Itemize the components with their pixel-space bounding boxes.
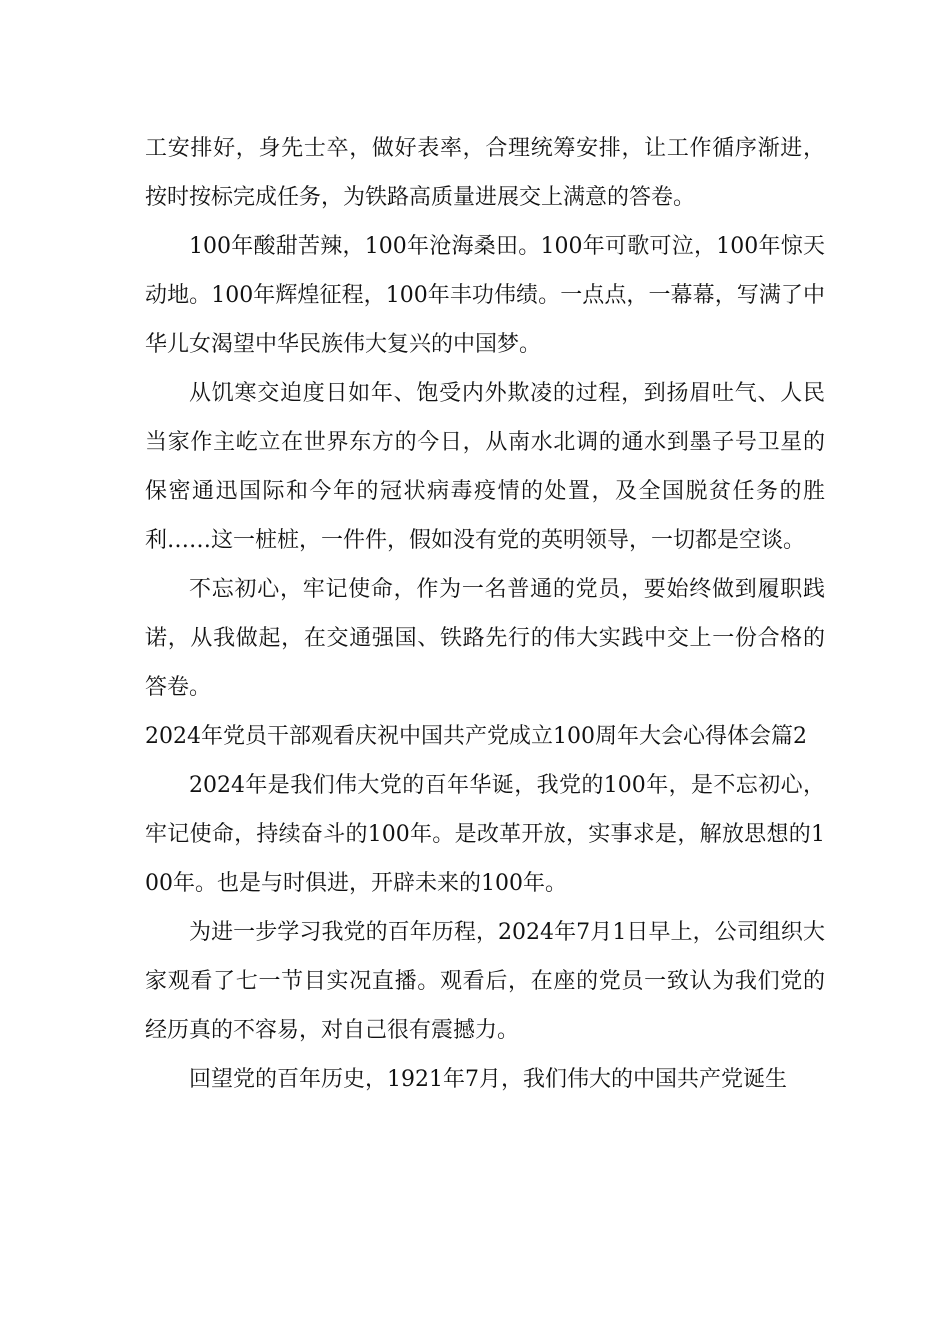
paragraph-7: 回望党的百年历史，1921年7月，我们伟大的中国共产党诞生: [189, 1067, 787, 1092]
paragraph-2: 100年酸甜苦辣，100年沧海桑田。100年可歌可泣，100年惊天动地。100年辉煌征程，100年丰功伟绩。一点点，一幕幕，写满了中华儿女渴望中华民族伟大复兴的中国梦。: [145, 234, 825, 357]
section-heading-2: 2024年党员干部观看庆祝中国共产党成立100周年大会心得体会篇2: [145, 724, 807, 749]
paragraph-1: 工安排好，身先士卒，做好表率，合理统筹安排，让工作循序渐进，按时按标完成任务，为铁路高质量进展交上满意的答卷。: [145, 136, 825, 210]
paragraph-5: 2024年是我们伟大党的百年华诞，我党的100年，是不忘初心，牢记使命，持续奋斗的100年。是改革开放，实事求是，解放思想的100年。也是与时俱进，开辟未来的100年。: [145, 773, 825, 896]
document-body: [145, 124, 825, 1104]
paragraph-6: 为进一步学习我党的百年历程，2024年7月1日早上，公司组织大家观看了七一节目实况直播。观看后，在座的党员一致认为我们党的经历真的不容易，对自己很有震撼力。: [145, 920, 825, 1043]
paragraph-4: 不忘初心，牢记使命，作为一名普通的党员，要始终做到履职践诺，从我做起，在交通强国、铁路先行的伟大实践中交上一份合格的答卷。: [145, 577, 825, 700]
paragraph-3: 从饥寒交迫度日如年、饱受内外欺凌的过程，到扬眉吐气、人民当家作主屹立在世界东方的今日，从南水北调的通水到墨子号卫星的保密通迅国际和今年的冠状病毒疫情的处置，及全国脱贫任务的胜利……这一桩桩，一件件，假如没有党的英明领导，一切都是空谈。: [145, 381, 825, 553]
